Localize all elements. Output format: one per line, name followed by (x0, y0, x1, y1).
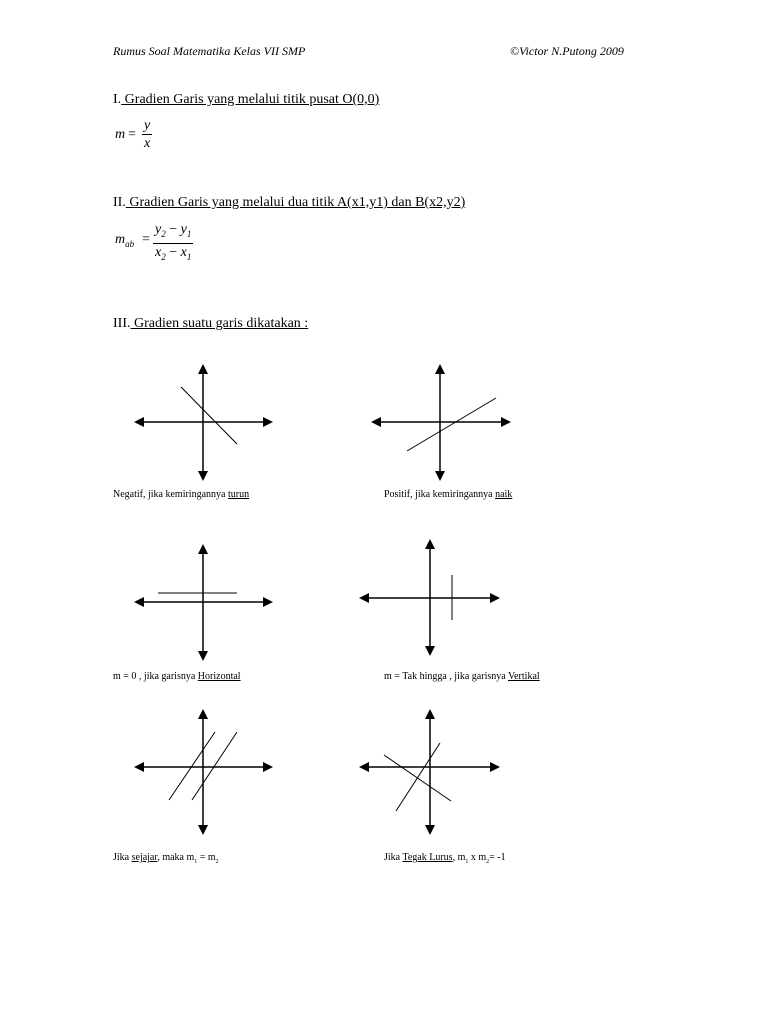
section-3-heading (113, 316, 308, 332)
formula-eq: = (128, 127, 136, 142)
diagram-positive-slope (366, 360, 516, 485)
formula-denominator: $x_2 - x_1$ (155, 244, 192, 262)
caption-vertikal: m = Tak hingga , jika garisnya Vertikal (384, 671, 540, 682)
section-2-number: II. (113, 195, 126, 210)
caption-positif: Positif, jika kemiringannya naik (384, 489, 513, 500)
section-3-title: Gradien suatu garis dikatakan : (130, 316, 309, 331)
caption-tegak-lurus: Jika Tegak Lurus, $m_1$ x $m_2= -1$ (384, 852, 506, 865)
parallel-line-1 (169, 732, 215, 800)
diagram-horizontal (130, 540, 280, 665)
caption-negatif: Negatif, jika kemiringannya turun (113, 489, 250, 500)
formula-gradient-origin (115, 118, 175, 158)
negative-slope-line (181, 387, 237, 444)
perpendicular-line-2 (396, 743, 440, 811)
formula-numerator: y (144, 118, 151, 133)
caption-sejajar: Jika sejajar, maka $m_1 = m_2$ (113, 852, 219, 865)
diagram-perpendicular (355, 705, 505, 835)
formula-gradient-two-points (115, 222, 235, 264)
formula-eq: = (142, 232, 150, 247)
section-2-heading (113, 195, 465, 211)
header-left: Rumus Soal Matematika Kelas VII SMP (113, 44, 306, 58)
diagram-parallel (130, 705, 280, 835)
positive-slope-line (407, 398, 496, 451)
section-1-heading (113, 92, 379, 108)
formula-numerator: $y_2 - y_1$ (153, 222, 193, 244)
formula-lhs: m (115, 127, 126, 142)
section-3-number: III. (113, 316, 131, 331)
formula-lhs: $m_{ab}$ (115, 232, 135, 249)
section-1-number: I. (113, 92, 122, 107)
header-right: ©Victor N.Putong 2009 (510, 44, 624, 58)
formula-fraction (153, 222, 193, 265)
diagram-negative-slope (130, 360, 280, 485)
section-1-title: Gradien Garis yang melalui titik pusat O(0,0) (121, 92, 380, 107)
formula-denominator: x (144, 136, 151, 151)
diagram-vertical (355, 535, 505, 660)
parallel-line-2 (192, 732, 237, 800)
section-2-title: Gradien Garis yang melalui dua titik A(x1,y1) dan B(x2,y2) (125, 195, 466, 210)
caption-horizontal: m = 0 , jika garisnya Horizontal (113, 671, 241, 682)
formula-fraction (142, 118, 152, 151)
